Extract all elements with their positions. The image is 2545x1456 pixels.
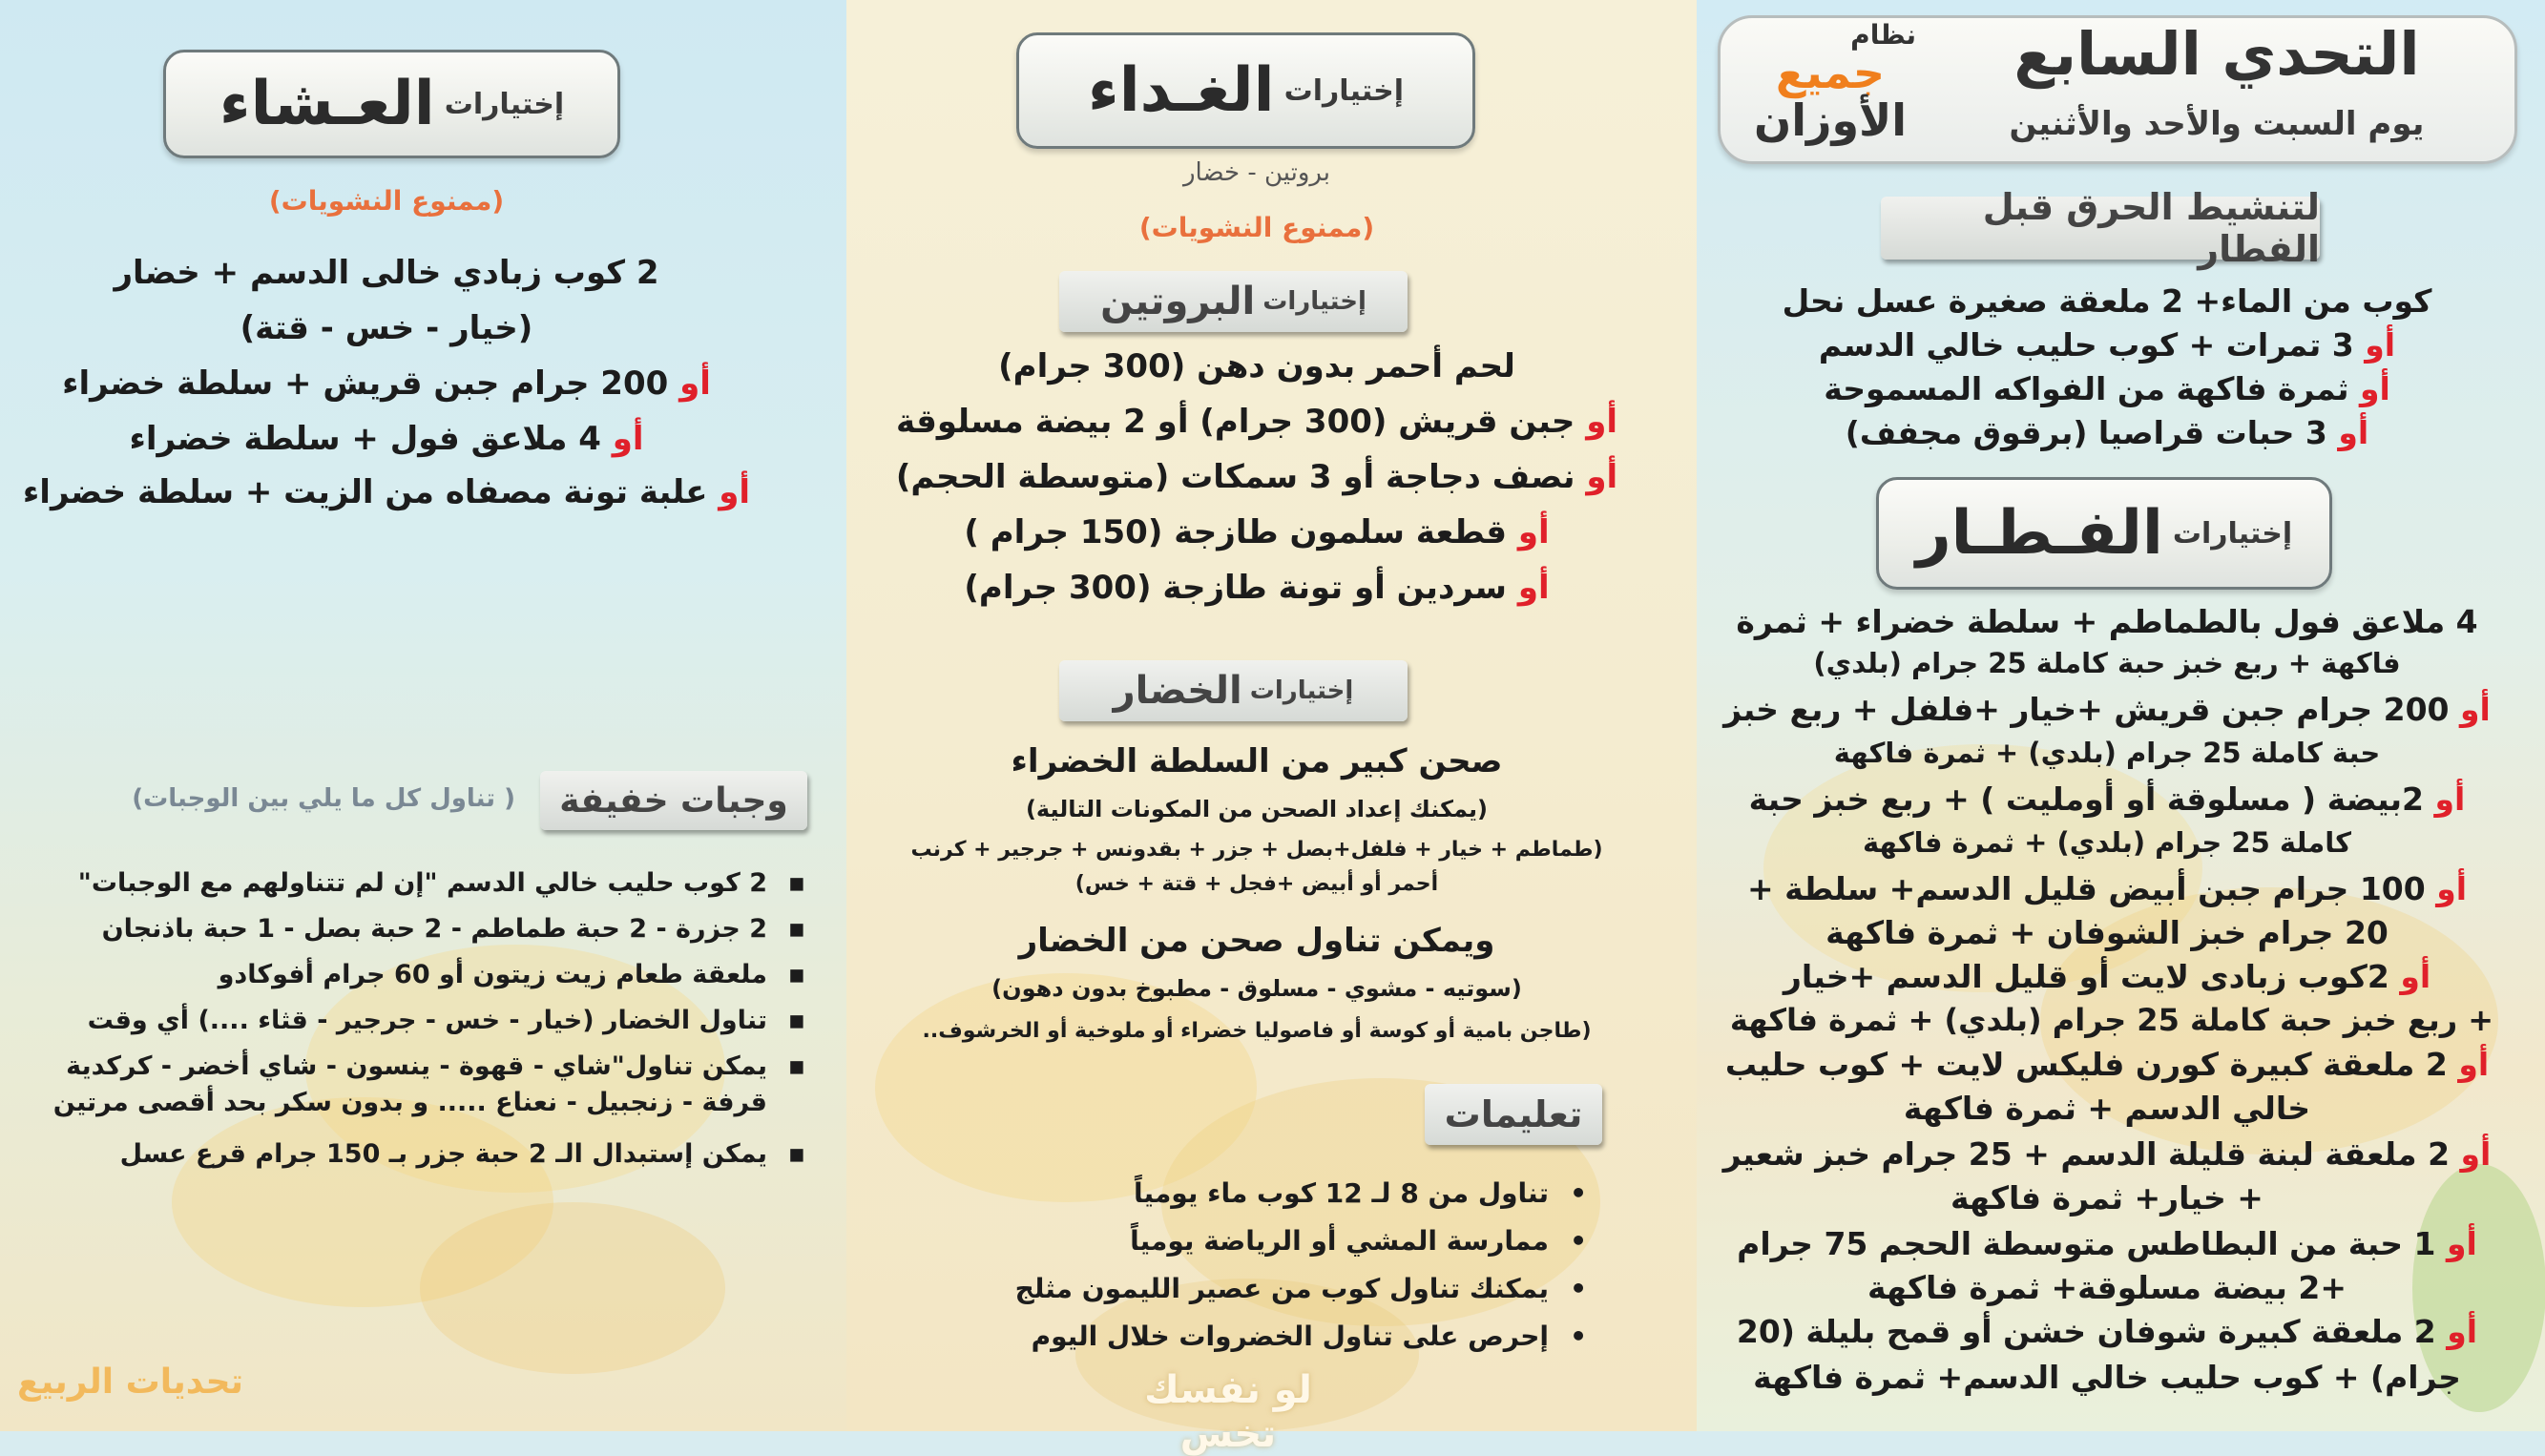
breakfast-line: أو 1 حبة من البطاطس متوسطة الحجم 75 جرام (1737, 1225, 2477, 1262)
list-item: قرفة - زنجبيل - نعناع ..... و بدون سكر بحد أقصى مرتين (52, 1088, 767, 1117)
list-item: ▪ يمكن إستبدال الـ 2 حبة جزر بـ 150 جرام قرع عسل (119, 1139, 805, 1169)
instructions-list (1014, 1177, 1587, 1368)
breakfast-line: 20 جرام خبز الشوفان + ثمرة فاكهة (1825, 914, 2389, 951)
list-item: ▪ 2 كوب حليب خالي الدسم "إن لم تتناولهم مع الوجبات" (77, 868, 805, 898)
protein-line: أو جبن قريش (300 جرام) أو 2 بيضة مسلوقة (896, 403, 1617, 441)
lunch-title: إختيارات الغـداء (1016, 32, 1475, 149)
lunch-panel (846, 0, 1697, 1456)
dinner-line: 2 كوب زبادي خالى الدسم + خضار (114, 254, 659, 292)
list-item: • ممارسة المشي أو الرياضة يومياً (1130, 1225, 1587, 1257)
breakfast-line: + ربع خبز حبة كاملة 25 جرام (بلدي) + ثمرة فاكهة (1729, 1002, 2494, 1038)
veg-items: أحمر أو أبيض +فجل + قتة + خس) (1074, 872, 1439, 896)
list-item: ▪ تناول الخضار (خيار - خس - جرجير - قثاء ....) أي وقت (87, 1006, 805, 1035)
list-item: • تناول من 8 لـ 12 كوب ماء يومياً (1134, 1177, 1587, 1209)
veg-heading-2: ويمكن تناول صحن من الخضار (1018, 922, 1495, 960)
pre-breakfast-line: أو 3 تمرات + كوب حليب خالي الدسم (1818, 326, 2396, 364)
breakfast-line: +2 بيضة مسلوقة+ ثمرة فاكهة (1867, 1269, 2347, 1306)
pre-breakfast-line: أو 3 حبات قراصيا (برقوق مجفف) (1845, 414, 2369, 451)
breakfast-line: حبة كاملة 25 جرام (بلدي) + ثمرة فاكهة (1833, 737, 2381, 769)
pre-breakfast-line: أو ثمرة فاكهة من الفواكه المسموحة (1824, 370, 2390, 407)
breakfast-line: أو 100 جرام جبن أبيض قليل الدسم+ سلطة + (1746, 870, 2468, 907)
protein-line: أو نصف دجاجة أو 3 سمكات (متوسطة الحجم) (895, 458, 1618, 496)
veg-subtitle: (يمكنك إعداد الصحن من المكونات التالية) (1025, 796, 1489, 822)
breakfast-title: إختيارات الفـطـار (1876, 477, 2332, 590)
dinner-title: إختيارات العـشاء (163, 50, 620, 158)
breakfast-line: جرام) + كوب حليب خالي الدسم+ ثمرة فاكهة (1753, 1359, 2461, 1396)
breakfast-line: 4 ملاعق فول بالطماطم + سلطة خضراء + ثمرة (1736, 603, 2478, 640)
brand-watermark: تحديات الربيع (17, 1362, 244, 1402)
snacks-note: ( تناول كل ما يلي بين الوجبات) (132, 784, 515, 813)
slogan: لو نفسك تخس (1144, 1368, 1312, 1456)
breakfast-line: خالي الدسم + ثمرة فاكهة (1903, 1090, 2311, 1127)
breakfast-line: كاملة 25 جرام (بلدي) + ثمرة فاكهة (1862, 826, 2352, 859)
dinner-line: أو 4 ملاعق فول + سلطة خضراء (129, 420, 644, 458)
protein-line: أو قطعة سلمون طازجة (150 جرام ) (964, 513, 1550, 551)
breakfast-line: أو 2بيضة ( مسلوقة أو أومليت ) + ربع خبز حبة (1748, 780, 2466, 818)
veg-methods: (سوتيه - مشوي - مسلوق - مطبوخ بدون دهون) (991, 975, 1522, 1002)
breakfast-line: أو 2 ملعقة كبيرة شوفان خشن أو قمح بليلة (20 (1736, 1313, 2478, 1350)
breakfast-line: أو 200 جرام جبن قريش +خيار +فلفل + ربع خبز (1723, 691, 2491, 728)
breakfast-line: أو 2كوب زبادى لايت أو قليل الدسم +خيار (1783, 958, 2431, 995)
breakfast-line: أو 2 ملعقة لبنة قليلة الدسم + 25 جرام خبز شعير (1722, 1135, 2492, 1173)
breakfast-line: فاكهة + ربع خبز حبة كاملة 25 جرام (بلدي) (1813, 647, 2401, 679)
lunch-subtitle: بروتين - خضار (1182, 158, 1331, 187)
dinner-panel (0, 0, 846, 1431)
protein-line: أو سردين أو تونة طازجة (300 جرام) (964, 569, 1550, 607)
protein-line: لحم أحمر بدون دهن (300 جرام) (998, 347, 1515, 385)
page-subtitle: يوم السبت والأحد والأثنين (2009, 105, 2425, 143)
breakfast-line: + خيار+ ثمرة فاكهة (1950, 1179, 2263, 1217)
breakfast-panel (1697, 0, 2545, 1431)
lunch-note: (ممنوع النشويات) (1138, 212, 1375, 243)
list-item: • يمكنك تناول كوب من عصير الليمون مثلج (1014, 1273, 1587, 1304)
list-item: • إحرص على تناول الخضروات خلال اليوم (1031, 1321, 1587, 1352)
protein-tab: إختيارات البروتين (1059, 271, 1408, 332)
veg-dishes: (طاجن بامية أو كوسة أو فاصوليا خضراء أو ملوخية أو الخرشوف.. (922, 1019, 1592, 1043)
pre-breakfast-line: كوب من الماء+ 2 ملعقة صغيرة عسل نحل (1782, 282, 2432, 320)
dinner-line: (خيار - خس - قتة) (240, 309, 533, 347)
dinner-line: أو علبة تونة مصفاه من الزيت + سلطة خضراء (22, 473, 751, 511)
breakfast-line: أو 2 ملعقة كبيرة كورن فليكس لايت + كوب حليب (1724, 1046, 2490, 1083)
list-item: ▪ ملعقة طعام زيت زيتون أو 60 جرام أفوكادو (218, 960, 805, 989)
page-title: التحدي السابع (2013, 19, 2420, 89)
vegetables-tab: إختيارات الخضار (1059, 660, 1408, 721)
dinner-note: (ممنوع النشويات) (268, 185, 505, 217)
logo: نظام جميع الأوزان (1753, 19, 1916, 146)
veg-heading: صحن كبير من السلطة الخضراء (1011, 742, 1503, 780)
snacks-list (4, 868, 805, 1185)
snacks-tab: وجبات خفيفة (540, 771, 807, 830)
list-item: ▪ يمكن تناول"شاي - قهوة - ينسون - شاي أخضر - كركدية (66, 1051, 805, 1081)
dinner-line: أو 200 جرام جبن قريش + سلطة خضراء (62, 364, 711, 403)
pre-breakfast-tab: لتنشيط الحرق قبل الفطار (1881, 197, 2320, 260)
veg-items: (طماطم + خيار + فلفل+بصل + جزر + بقدونس + جرجير + كرنب (910, 838, 1603, 862)
instructions-tab: تعليمات (1425, 1084, 1602, 1145)
list-item: ▪ 2 جزرة - 2 حبة طماطم - 2 حبة بصل - 1 حبة باذنجان (101, 914, 805, 944)
